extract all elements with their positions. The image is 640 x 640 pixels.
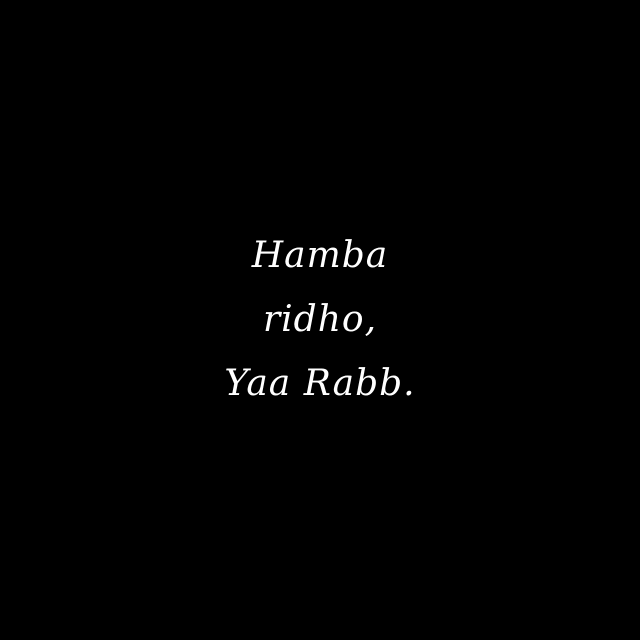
- quote-line-1: Hamba: [251, 235, 389, 276]
- quote-line-3: Yaa Rabb.: [224, 363, 416, 404]
- quote-line-2: ridho,: [262, 299, 378, 340]
- quote-text: [224, 224, 415, 416]
